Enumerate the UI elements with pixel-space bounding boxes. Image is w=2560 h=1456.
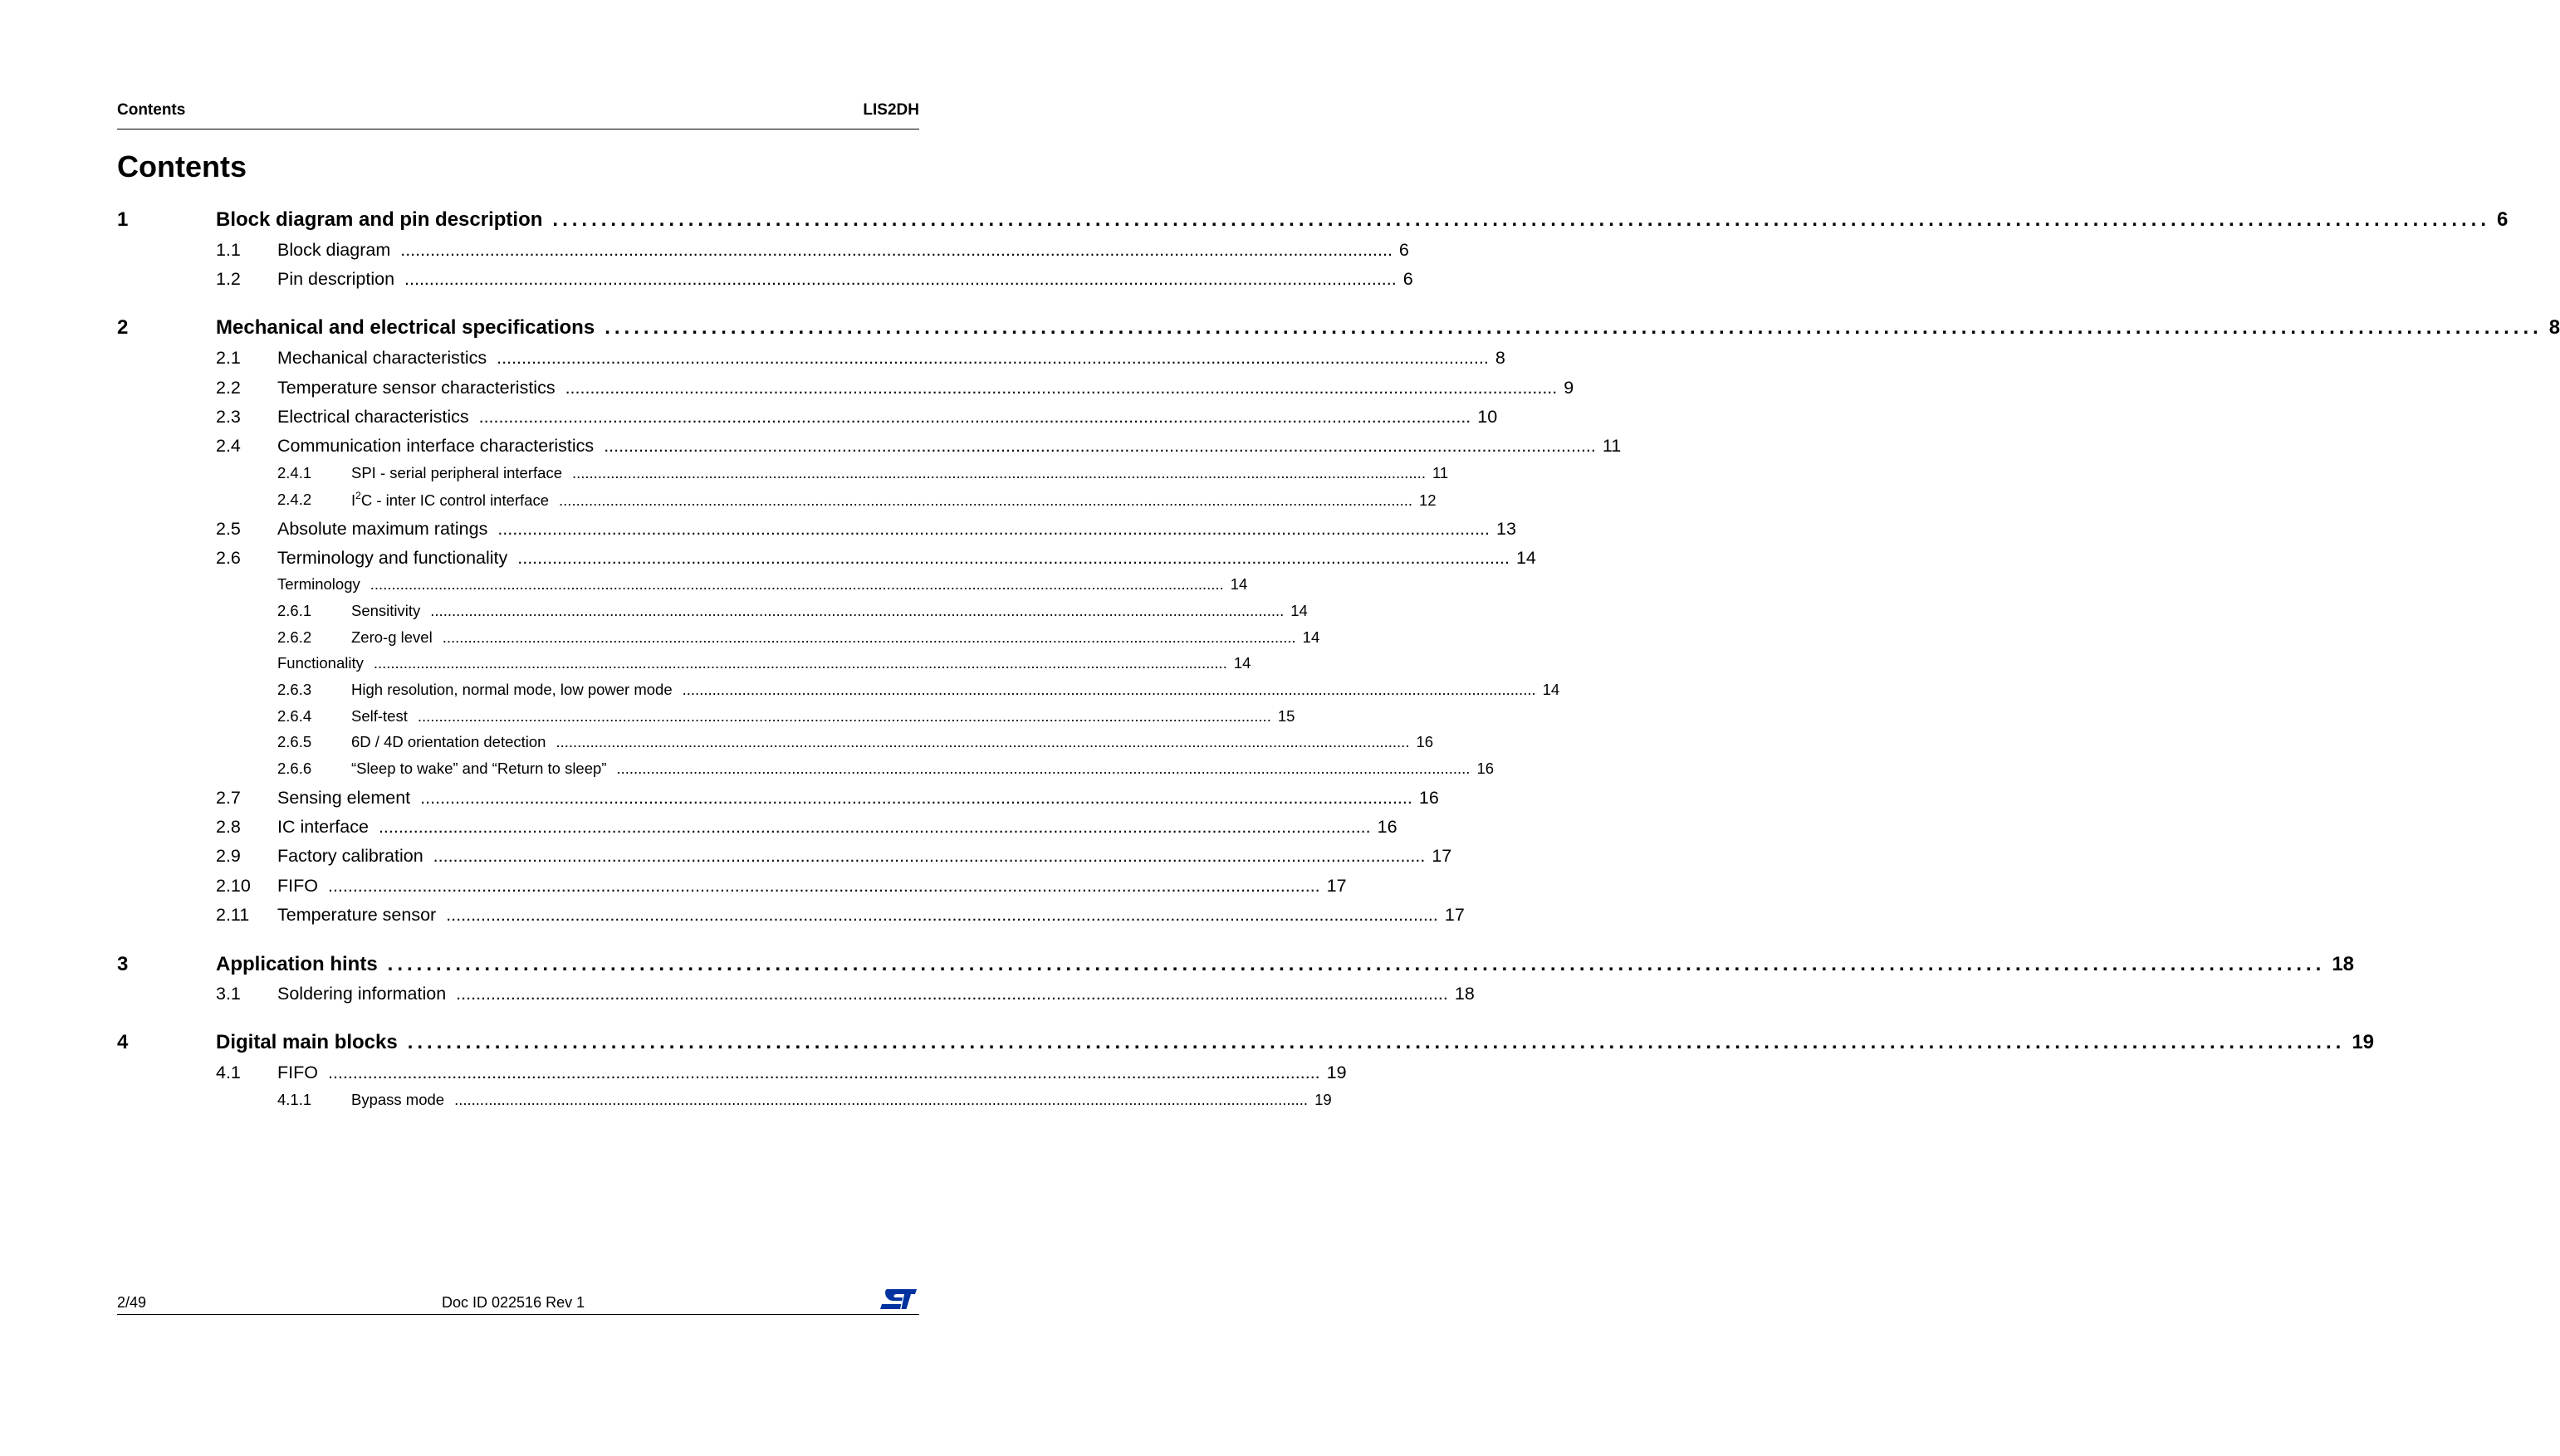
toc-entry-number: 2.6.1 (277, 602, 312, 619)
toc-entry[interactable] (117, 316, 2560, 340)
toc-entry-title: SPI - serial peripheral interface (351, 464, 572, 482)
toc-entry-number: 3 (117, 953, 129, 975)
toc-entry-page: 9 (1557, 378, 1574, 398)
st-logo-icon (879, 1287, 918, 1311)
toc-entry-number: 2.6.3 (277, 681, 312, 698)
toc-entry-page: 16 (1371, 817, 1397, 838)
toc-entry-page: 14 (1296, 628, 1320, 647)
toc-entry-page: 14 (1536, 681, 1560, 699)
toc-entry-number: 2.4.1 (277, 464, 312, 481)
toc-entry[interactable] (216, 817, 1397, 838)
toc-entry-number: 2.6 (216, 548, 241, 568)
toc-entry[interactable] (216, 436, 1622, 457)
toc-dot-leader: ........................................................................................................................................................................................................ (430, 602, 1285, 619)
toc-dot-leader: ........................................................................................................................................................................................................ (420, 788, 1412, 808)
toc-dot-leader: ........................................................................................................................................................................................................ (454, 1091, 1309, 1108)
toc-entry-number: 2.6.5 (277, 733, 312, 750)
toc-entry-title: High resolution, normal mode, low power mode (351, 681, 683, 699)
toc-entry-title: Temperature sensor characteristics (277, 378, 565, 398)
toc-entry-number: 2.10 (216, 876, 251, 896)
toc-entry-page: 14 (1227, 654, 1251, 672)
toc-entry-number: 2.4 (216, 436, 241, 456)
toc-dot-leader: ........................................................................................................................................................................................................ (517, 548, 1510, 568)
toc-dot-leader: ........................................................................................................................................................................................................ (565, 378, 1558, 398)
toc-dot-leader: ........................................................................................................................................................................................................ (378, 817, 1371, 837)
toc-entry[interactable] (117, 1031, 2375, 1054)
toc-entry-title: Zero-g level (351, 628, 443, 647)
toc-entry-page: 8 (2543, 316, 2560, 340)
toc-entry-title: Communication interface characteristics (277, 436, 604, 457)
toc-entry-number: 1.2 (216, 269, 241, 289)
toc-entry[interactable] (277, 760, 1495, 778)
toc-entry[interactable] (216, 548, 1536, 569)
toc-entry-title: 6D / 4D orientation detection (351, 733, 556, 751)
toc-entry-page: 16 (1470, 760, 1494, 778)
toc-entry-page: 18 (2325, 953, 2354, 976)
toc-entry-number: 1 (117, 208, 129, 231)
footer-doc-id: Doc ID 022516 Rev 1 (442, 1294, 585, 1311)
toc-entry-number: 2.7 (216, 788, 241, 808)
page-title: Contents (117, 149, 247, 183)
toc-entry-page: 17 (1425, 846, 1451, 867)
toc-entry-title: Self-test (351, 707, 418, 726)
toc-entry-title: Absolute maximum ratings (277, 519, 497, 540)
toc-entry-title: Block diagram (277, 240, 400, 261)
toc-entry[interactable] (216, 984, 1475, 1004)
toc-entry-title: FIFO (277, 876, 328, 897)
toc-entry-page: 17 (1320, 876, 1347, 897)
toc-dot-leader: ........................................................................................................................................................................................................ (456, 984, 1448, 1004)
toc-entry-title: “Sleep to wake” and “Return to sleep” (351, 760, 616, 778)
footer-rule (117, 1314, 919, 1315)
toc-dot-leader: ........................................................................................................................................................................................................ (682, 681, 1536, 698)
toc-entry-title: Factory calibration (277, 846, 433, 867)
toc-entry[interactable] (277, 707, 1295, 726)
toc-dot-leader: ........................................................................................................................................................................................................ (616, 760, 1471, 777)
toc-dot-leader: ........................................................................................................................................................................................................ (327, 876, 1320, 896)
toc-entry-page: 13 (1490, 519, 1516, 540)
toc-entry-number: 2.4.2 (277, 491, 312, 508)
toc-entry-page: 6 (1397, 269, 1413, 290)
toc-entry[interactable] (216, 1063, 1347, 1083)
toc-dot-leader: ........................................................................................................................................................................................................ (442, 628, 1296, 646)
toc-dot-leader: ........................................................................................................................................................................................................ (571, 464, 1426, 481)
running-header-section: Contents (117, 101, 186, 119)
toc-entry-title: Sensing element (277, 788, 420, 809)
toc-entry-page: 11 (1596, 436, 1621, 457)
toc-dot-leader: ........................................................................................................................................................................................................ (327, 1063, 1320, 1082)
running-header-product: LIS2DH (863, 101, 919, 119)
toc-entry-number: 4.1 (216, 1063, 241, 1082)
toc-dot-leader: ........................................................................................................................................................................................................ (497, 519, 1490, 539)
toc-entry[interactable] (216, 876, 1347, 897)
toc-entry-number: 2.6.4 (277, 707, 312, 725)
toc-entry-number: 2.6.2 (277, 628, 312, 646)
toc-entry-page: 17 (1438, 905, 1465, 926)
toc-entry-page: 14 (1224, 575, 1248, 594)
toc-entry-title: Terminology and functionality (277, 548, 517, 569)
toc-entry[interactable] (216, 407, 1498, 428)
toc-entry-title: Soldering information (277, 984, 456, 1004)
toc-dot-leader: ........................................................................................................................................................................................................ (559, 491, 1413, 510)
toc-dot-leader: ........................................................................................................................................................................................................ (373, 654, 1227, 672)
toc-entry-title: IC interface (277, 817, 379, 838)
toc-entry-page: 19 (2345, 1031, 2374, 1054)
toc-dot-leader: ........................................................................................................................................................................................................ (387, 953, 2326, 975)
toc-dot-leader: ........................................................................................................................................................................................................ (370, 575, 1224, 593)
toc-dot-leader: ........................................................................................................................................................................................................ (605, 316, 2543, 339)
toc-entry[interactable] (216, 846, 1452, 867)
toc-entry-page: 14 (1510, 548, 1536, 569)
toc-entry[interactable] (216, 519, 1516, 540)
toc-dot-leader: ........................................................................................................................................................................................................ (407, 1031, 2346, 1053)
toc-dot-leader: ........................................................................................................................................................................................................ (552, 208, 2490, 231)
toc-entry[interactable] (277, 654, 1251, 672)
toc-entry-title: Functionality (277, 654, 374, 672)
toc-dot-leader: ........................................................................................................................................................................................................ (446, 905, 1438, 925)
toc-entry[interactable] (277, 1091, 1332, 1109)
toc-entry[interactable] (117, 208, 2509, 232)
toc-entry-title: Mechanical characteristics (277, 348, 497, 369)
toc-entry-title: Block diagram and pin description (216, 208, 552, 232)
toc-entry-title: $I^2C$ - inter IC control interface (351, 491, 559, 510)
toc-entry-title: Bypass mode (351, 1091, 454, 1109)
toc-entry-number: 4 (117, 1031, 129, 1053)
toc-entry-title: FIFO (277, 1063, 328, 1083)
toc-entry-page: 16 (1412, 788, 1439, 809)
toc-entry-page: 19 (1320, 1063, 1347, 1083)
toc-entry-page: 14 (1284, 602, 1308, 620)
toc-entry[interactable] (216, 378, 1574, 398)
toc-dot-leader: ........................................................................................................................................................................................................ (400, 240, 1393, 260)
toc-entry-page: 10 (1471, 407, 1497, 428)
toc-entry[interactable] (277, 464, 1449, 482)
toc-entry-number: 2.5 (216, 519, 241, 539)
toc-entry-page: 18 (1448, 984, 1475, 1004)
toc-entry-number: 2.11 (216, 905, 250, 925)
toc-entry-number: 3.1 (216, 984, 241, 1004)
toc-entry-number: 2 (117, 316, 129, 339)
toc-entry-page: 6 (1393, 240, 1409, 261)
toc-entry-number: 4.1.1 (277, 1091, 312, 1108)
toc-entry[interactable] (117, 953, 2354, 976)
toc-dot-leader: ........................................................................................................................................................................................................ (417, 707, 1271, 725)
toc-entry-number: 2.1 (216, 348, 241, 368)
toc-entry-title: Terminology (277, 575, 370, 594)
toc-entry[interactable] (277, 602, 1308, 620)
toc-entry-title: Temperature sensor (277, 905, 446, 926)
toc-entry-title: Digital main blocks (216, 1031, 408, 1054)
toc-entry-number: 2.9 (216, 846, 241, 866)
toc-entry-title: Mechanical and electrical specifications (216, 316, 605, 340)
toc-entry[interactable] (277, 733, 1434, 751)
toc-entry-page: 6 (2490, 208, 2508, 232)
toc-entry-title: Electrical characteristics (277, 407, 479, 428)
toc-dot-leader: ........................................................................................................................................................................................................ (497, 348, 1489, 368)
toc-entry-number: 2.2 (216, 378, 241, 398)
toc-entry[interactable] (277, 681, 1560, 699)
toc-entry[interactable] (216, 240, 1409, 261)
toc-entry-page: 16 (1409, 733, 1433, 751)
toc-entry[interactable] (216, 348, 1505, 369)
toc-entry[interactable] (277, 575, 1248, 594)
toc-entry-number: 1.1 (216, 240, 241, 260)
toc-dot-leader: ........................................................................................................................................................................................................ (604, 436, 1596, 456)
toc-entry-title: Application hints (216, 953, 388, 976)
toc-dot-leader: ........................................................................................................................................................................................................ (404, 269, 1397, 289)
toc-entry[interactable] (277, 489, 1437, 510)
toc-entry-number: 2.3 (216, 407, 241, 427)
toc-entry-number: 2.6.6 (277, 760, 312, 777)
toc-dot-leader: ........................................................................................................................................................................................................ (556, 733, 1410, 750)
toc-entry[interactable] (216, 269, 1413, 290)
toc-entry[interactable] (277, 628, 1320, 647)
toc-entry-page: 8 (1489, 348, 1505, 369)
toc-entry-page: 12 (1412, 491, 1437, 510)
toc-entry[interactable] (216, 905, 1465, 926)
toc-entry-title: Pin description (277, 269, 404, 290)
toc-entry-page: 19 (1308, 1091, 1332, 1109)
toc-entry-title: Sensitivity (351, 602, 430, 620)
toc-entry-page: 11 (1426, 464, 1448, 482)
footer-page-number: 2/49 (117, 1294, 147, 1311)
toc-entry-number: 2.8 (216, 817, 241, 837)
toc-dot-leader: ........................................................................................................................................................................................................ (433, 846, 1426, 866)
toc-entry[interactable] (216, 788, 1439, 809)
toc-dot-leader: ........................................................................................................................................................................................................ (478, 407, 1471, 427)
toc-entry-page: 15 (1271, 707, 1295, 726)
